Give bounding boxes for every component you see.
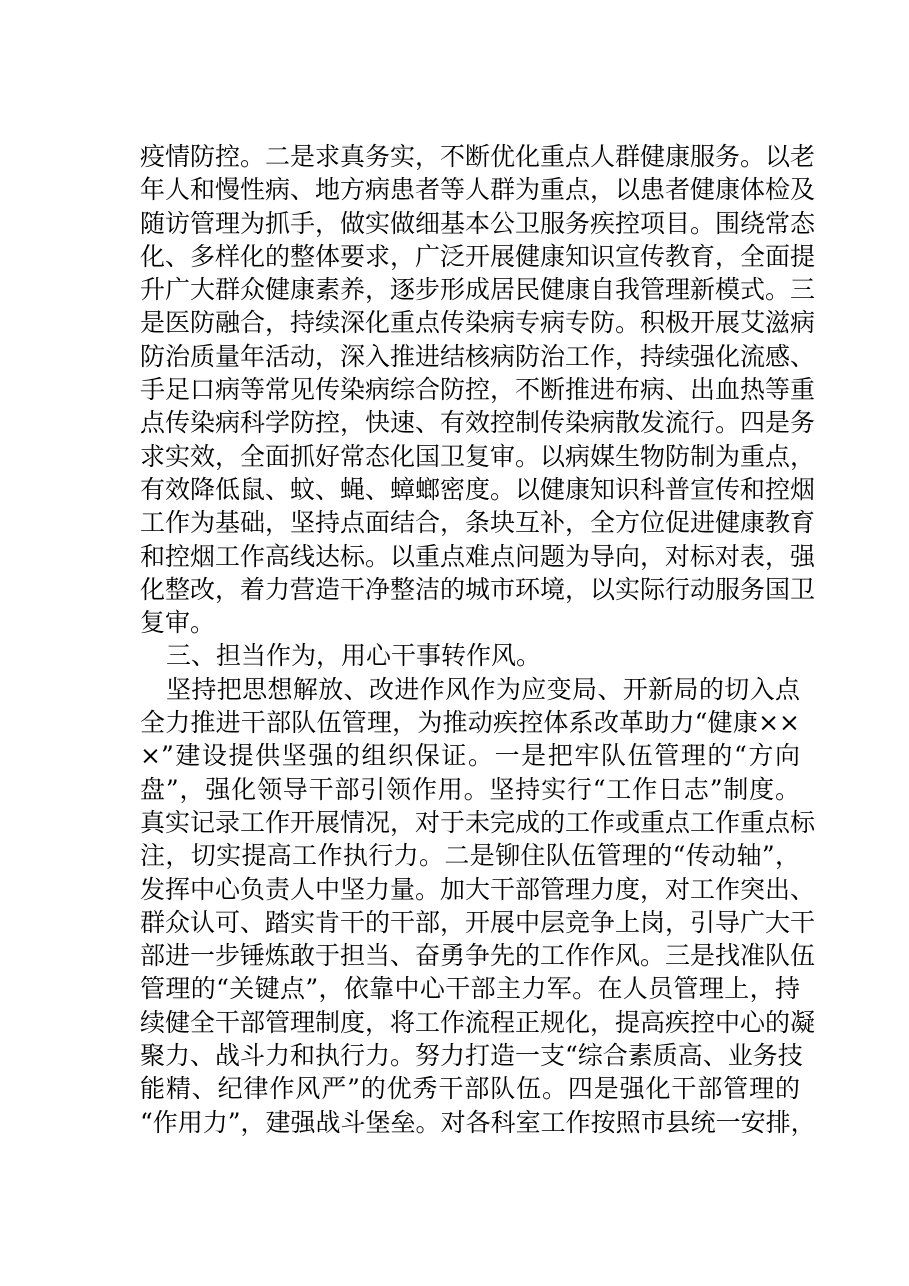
- document-body: [140, 140, 816, 1139]
- text-line: 年人和慢性病、地方病患者等人群为重点，以患者健康体检及: [140, 175, 816, 205]
- text-line: 化整改，着力营造干净整洁的城市环境，以实际行动服务国卫: [140, 574, 816, 604]
- text-line: 防治质量年活动，深入推进结核病防治工作，持续强化流感、: [140, 341, 816, 371]
- text-line: 聚力、战斗力和执行力。努力打造一支“综合素质高、业务技: [140, 1041, 803, 1071]
- text-line: 管理的“关键点”，依靠中心干部主力军。在人员管理上，持: [140, 974, 800, 1004]
- text-line: 求实效，全面抓好常态化国卫复审。以病媒生物防制为重点，: [140, 441, 816, 471]
- text-line: 真实记录工作开展情况，对于未完成的工作或重点工作重点标: [140, 807, 816, 837]
- text-line: 点传染病科学防控，快速、有效控制传染病散发流行。四是务: [140, 408, 816, 438]
- text-line: 部进一步锤炼敢于担当、奋勇争先的工作作风。三是找准队伍: [140, 941, 816, 971]
- text-line: 是医防融合，持续深化重点传染病专病专防。积极开展艾滋病: [140, 308, 816, 338]
- text-line: 群众认可、踏实肯干的干部，开展中层竞争上岗，引导广大干: [140, 907, 816, 937]
- text-line: 能精、纪律作风严”的优秀干部队伍。四是强化干部管理的: [140, 1074, 800, 1104]
- text-line: ×”建设提供坚强的组织保证。一是把牢队伍管理的“方向: [140, 741, 800, 771]
- text-line: 有效降低鼠、蚊、蝇、蟑螂密度。以健康知识科普宣传和控烟: [140, 474, 816, 504]
- text-line: 复审。: [140, 608, 216, 638]
- text-line: “作用力”，建强战斗堡垒。对各科室工作按照市县统一安排，: [140, 1107, 816, 1137]
- text-line: 续健全干部管理制度，将工作流程正规化，提高疾控中心的凝: [140, 1007, 816, 1037]
- text-line: 和控烟工作高线达标。以重点难点问题为导向，对标对表，强: [140, 541, 816, 571]
- text-line: 疫情防控。二是求真务实，不断优化重点人群健康服务。以老: [140, 142, 816, 171]
- text-line: 工作为基础，坚持点面结合，条块互补，全方位促进健康教育: [140, 508, 816, 538]
- section-heading: 三、担当作为，用心干事转作风。: [166, 641, 542, 671]
- text-line: 升广大群众健康素养，逐步形成居民健康自我管理新模式。三: [140, 275, 816, 305]
- text-line: 化、多样化的整体要求，广泛开展健康知识宣传教育，全面提: [140, 241, 816, 271]
- text-line: 发挥中心负责人中坚力量。加大干部管理力度，对工作突出、: [140, 874, 816, 904]
- text-line: 手足口病等常见传染病综合防控，不断推进布病、出血热等重: [140, 375, 816, 405]
- text-line: 全力推进干部队伍管理，为推动疾控体系改革助力“健康××: [140, 708, 800, 738]
- text-line: 坚持把思想解放、改进作风作为应变局、开新局的切入点: [166, 674, 800, 704]
- text-line: 随访管理为抓手，做实做细基本公卫服务疾控项目。围绕常态: [140, 208, 816, 238]
- text-line: 盘”，强化领导干部引领作用。坚持实行“工作日志”制度。: [140, 774, 800, 804]
- text-line: 注，切实提高工作执行力。二是铆住队伍管理的“传动轴”，: [140, 841, 800, 871]
